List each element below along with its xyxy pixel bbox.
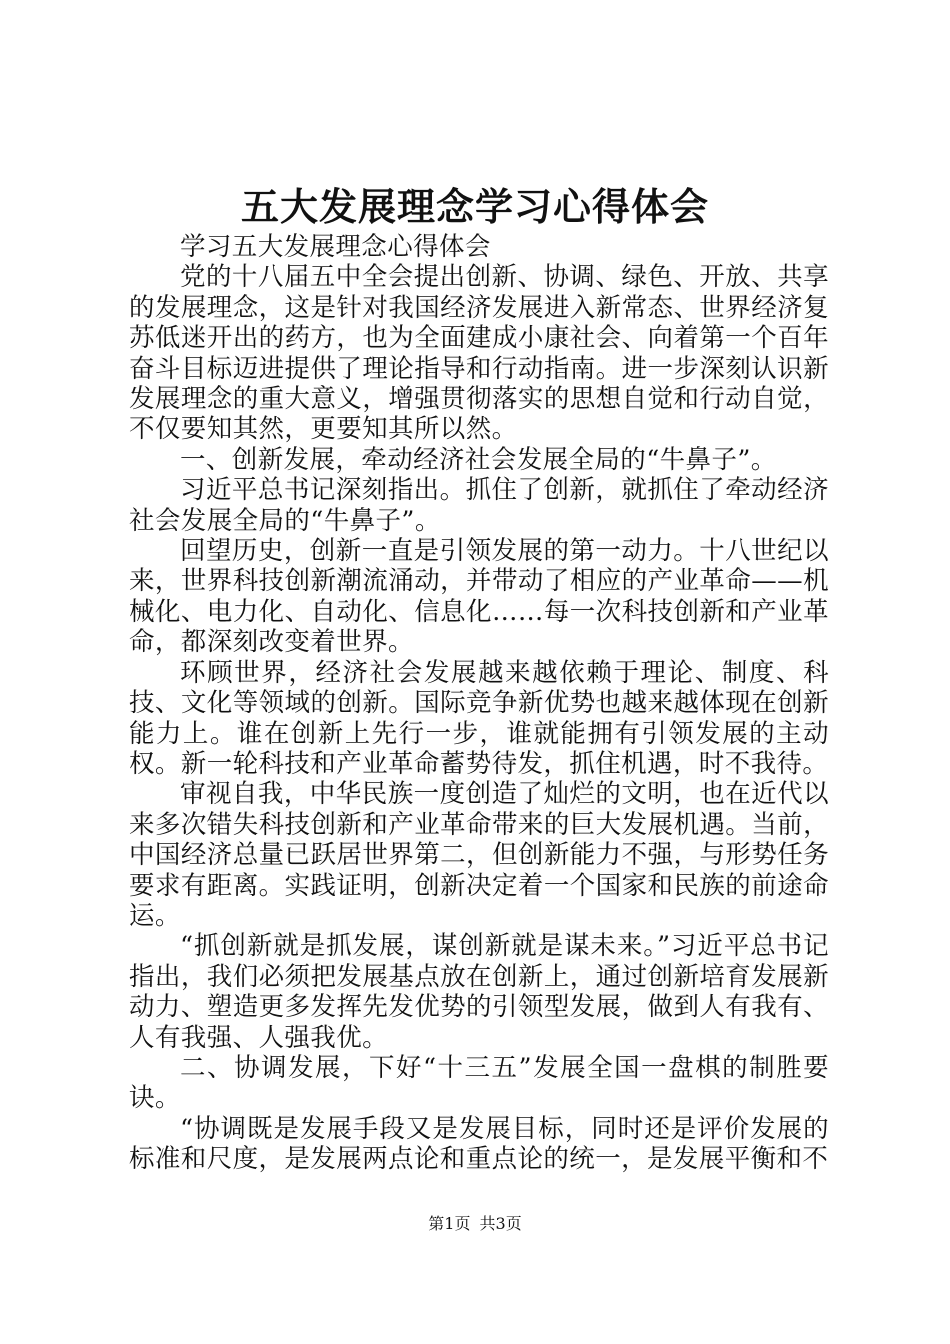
body-paragraph: 党的十八届五中全会提出创新、协调、绿色、开放、共享的发展理念，这是针对我国经济发展进入新常态、世界经济复苏低迷开出的药方，也为全面建成小康社会、向着第一个百年奋斗目标迈进提供了理论指导和行动指南。进一步深刻认识新发展理念的重大意义，增强贯彻落实的思想自觉和行动自觉，不仅要知其然，更要知其所以然。 <box>129 262 829 445</box>
body-paragraph: 回望历史，创新一直是引领发展的第一动力。十八世纪以来，世界科技创新潮流涌动，并带动了相应的产业革命——机械化、电力化、自动化、信息化……每一次科技创新和产业革命，都深刻改变着世界。 <box>129 536 829 658</box>
section-heading: 一、创新发展，牵动经济社会发展全局的“牛鼻子”。 <box>180 444 777 475</box>
document-title: 五大发展理念学习心得体会 <box>240 184 709 229</box>
body-paragraph: 审视自我，中华民族一度创造了灿烂的文明，也在近代以来多次错失科技创新和产业革命带来的巨大发展机遇。当前，中国经济总量已跃居世界第二，但创新能力不强，与形势任务要求有距离。实践证明，创新决定着一个国家和民族的前途命运。 <box>129 779 829 931</box>
document-subtitle: 学习五大发展理念心得体会 <box>180 232 491 262</box>
body-paragraph: 环顾世界，经济社会发展越来越依赖于理论、制度、科技、文化等领域的创新。国际竞争新优势也越来越体现在创新能力上。谁在创新上先行一步，谁就能拥有引领发展的主动权。新一轮科技和产业革命蓄势待发，抓住机遇，时不我待。 <box>129 657 829 779</box>
body-paragraph: 习近平总书记深刻指出。抓住了创新，就抓住了牵动经济社会发展全局的“牛鼻子”。 <box>129 475 829 536</box>
page-number: 第1页 <box>428 1214 471 1233</box>
body-paragraph: “协调既是发展手段又是发展目标，同时还是评价发展的标准和尺度，是发展两点论和重点论的统一，是发展平衡和不 <box>129 1113 829 1175</box>
body-paragraph: “抓创新就是抓发展，谋创新就是谋未来。”习近平总书记指出，我们必须把发展基点放在创新上，通过创新培育发展新动力、塑造更多发挥先发优势的引领型发展，做到人有我有、人有我强、人强我优。 <box>129 931 829 1053</box>
page-footer <box>0 1214 950 1234</box>
page-total: 共3页 <box>479 1214 522 1233</box>
document-body <box>129 232 829 1175</box>
section-heading: 二、协调发展，下好“十三五”发展全国一盘棋的制胜要诀。 <box>129 1052 829 1114</box>
